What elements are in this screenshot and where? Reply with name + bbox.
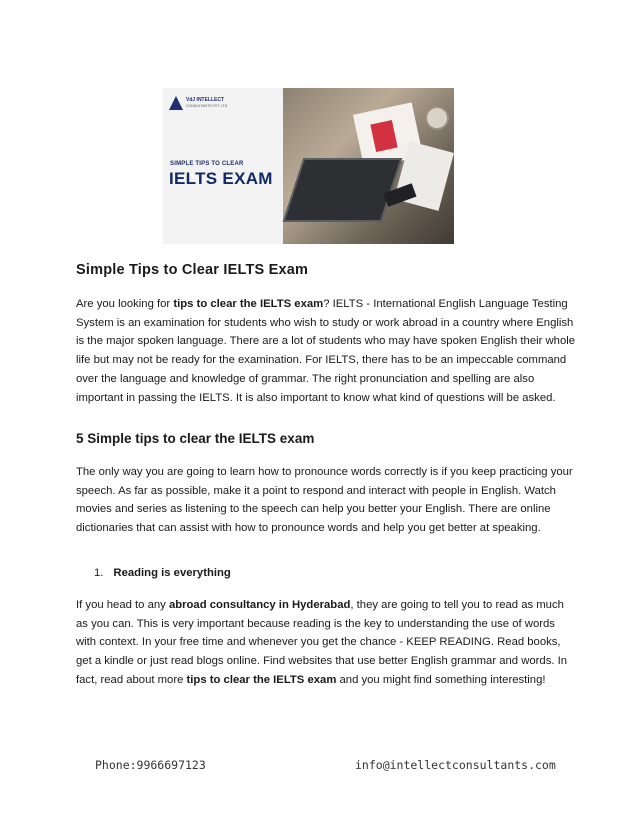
footer-phone: Phone:9966697123: [95, 758, 206, 772]
list-label: Reading is everything: [113, 567, 231, 579]
section-title: 5 Simple tips to clear the IELTS exam: [76, 431, 315, 446]
intro-bold-link: tips to clear the IELTS exam: [173, 298, 324, 310]
intro-paragraph: Are you looking for tips to clear the IELTS exam? IELTS - International English Language Testing System is an examination for students who wish to study or work abroad in a country where English is the major spoken language. There are a lot of students who may have spoken English their whole life but may not be ready for the examination. For IELTS, there has to be an impeccable command over the language and knowledge of grammar. The right pronunciation and spelling are also important in passing the IELTS. It is also important to know what kind of questions will be asked.: [76, 298, 576, 404]
logo-sub: CONSULTANTS PVT. LTD.: [186, 104, 229, 108]
hero-image: [163, 88, 454, 244]
reading-bold-2: tips to clear the IELTS exam: [186, 673, 337, 686]
hero-laptop: [283, 158, 403, 222]
logo-icon: [169, 96, 183, 110]
list-item-reading: [94, 567, 231, 579]
logo-name: VdJ INTELLECT: [186, 97, 225, 103]
hero-logo: [169, 96, 228, 110]
list-number: 1.: [94, 567, 104, 579]
hero-big-title: IELTS EXAM: [169, 169, 273, 188]
reading-bold-1: abroad consultancy in Hyderabad: [168, 599, 351, 611]
reading-paragraph: If you head to any abroad consultancy in Hyderabad, they are going to tell you to read as much as you can. This is very important because reading is the key to understanding the use of words with context. In your free time and whenever you get the chance - KEEP READING. Read books, get a kindle or just read blogs online. Find websites that use better English grammar and words. In fact, read about more tips to clear the IELTS exam and you might find something interesting!: [76, 599, 568, 686]
footer-email: info@intellectconsultants.com: [355, 758, 556, 772]
section-paragraph: The only way you are going to learn how to pronounce words correctly is if you keep practicing your speech. As far as possible, make it a point to respond and interact with people in English. Watch movies and series as listening to the speech can help you better your English. There are online dictionaries that can assist with how to pronounce words and help you get better at speaking.: [76, 466, 573, 535]
document-title: Simple Tips to Clear IELTS Exam: [76, 262, 309, 278]
hero-cup: [425, 106, 449, 130]
hero-small-title: SIMPLE TIPS TO CLEAR: [170, 161, 244, 167]
